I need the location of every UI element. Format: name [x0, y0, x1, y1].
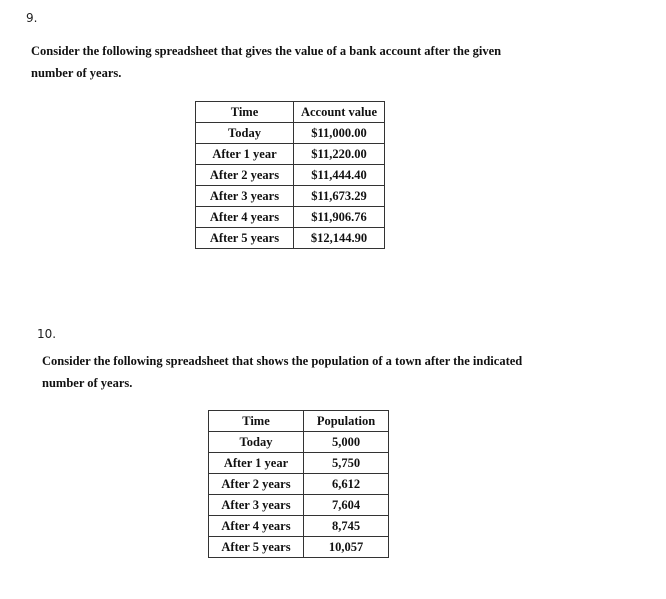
question-9-prompt-line-2: number of years. [31, 66, 122, 80]
table-row [196, 123, 385, 144]
question-10-prompt-line-1: Consider the following spreadsheet that shows the population of a town after the indicated [42, 354, 523, 368]
question-9-number: 9. [26, 11, 38, 25]
time-cell: After 5 years [209, 537, 304, 558]
population-cell: 6,612 [304, 474, 389, 495]
time-cell: After 4 years [196, 207, 294, 228]
question-10-prompt-line-2: number of years. [42, 376, 133, 390]
table-row [196, 165, 385, 186]
table-row [209, 537, 389, 558]
column-header-time: Time [196, 102, 294, 123]
value-cell: $11,444.40 [294, 165, 385, 186]
time-cell: Today [209, 432, 304, 453]
table-row [196, 207, 385, 228]
population-cell: 8,745 [304, 516, 389, 537]
column-header-population: Population [304, 411, 389, 432]
question-9-prompt-line-1: Consider the following spreadsheet that gives the value of a bank account after the given [31, 44, 502, 58]
table-row [196, 186, 385, 207]
time-cell: After 2 years [196, 165, 294, 186]
time-cell: After 2 years [209, 474, 304, 495]
time-cell: After 5 years [196, 228, 294, 249]
value-cell: $11,673.29 [294, 186, 385, 207]
table-row [196, 228, 385, 249]
table-row [209, 432, 389, 453]
bank-account-table [195, 101, 385, 249]
question-10-prompt [42, 350, 522, 394]
time-cell: After 1 year [209, 453, 304, 474]
value-cell: $11,220.00 [294, 144, 385, 165]
table-header-row [196, 102, 385, 123]
table-header-row [209, 411, 389, 432]
time-cell: After 3 years [196, 186, 294, 207]
question-9-prompt [31, 40, 501, 84]
population-cell: 5,000 [304, 432, 389, 453]
population-cell: 7,604 [304, 495, 389, 516]
question-10-number: 10. [37, 327, 57, 341]
value-cell: $12,144.90 [294, 228, 385, 249]
population-cell: 10,057 [304, 537, 389, 558]
time-cell: After 4 years [209, 516, 304, 537]
time-cell: Today [196, 123, 294, 144]
value-cell: $11,000.00 [294, 123, 385, 144]
table-row [209, 474, 389, 495]
value-cell: $11,906.76 [294, 207, 385, 228]
table-row [196, 144, 385, 165]
time-cell: After 1 year [196, 144, 294, 165]
table-row [209, 495, 389, 516]
time-cell: After 3 years [209, 495, 304, 516]
table-row [209, 516, 389, 537]
column-header-account-value: Account value [294, 102, 385, 123]
column-header-time: Time [209, 411, 304, 432]
table-row [209, 453, 389, 474]
town-population-table [208, 410, 389, 558]
population-cell: 5,750 [304, 453, 389, 474]
